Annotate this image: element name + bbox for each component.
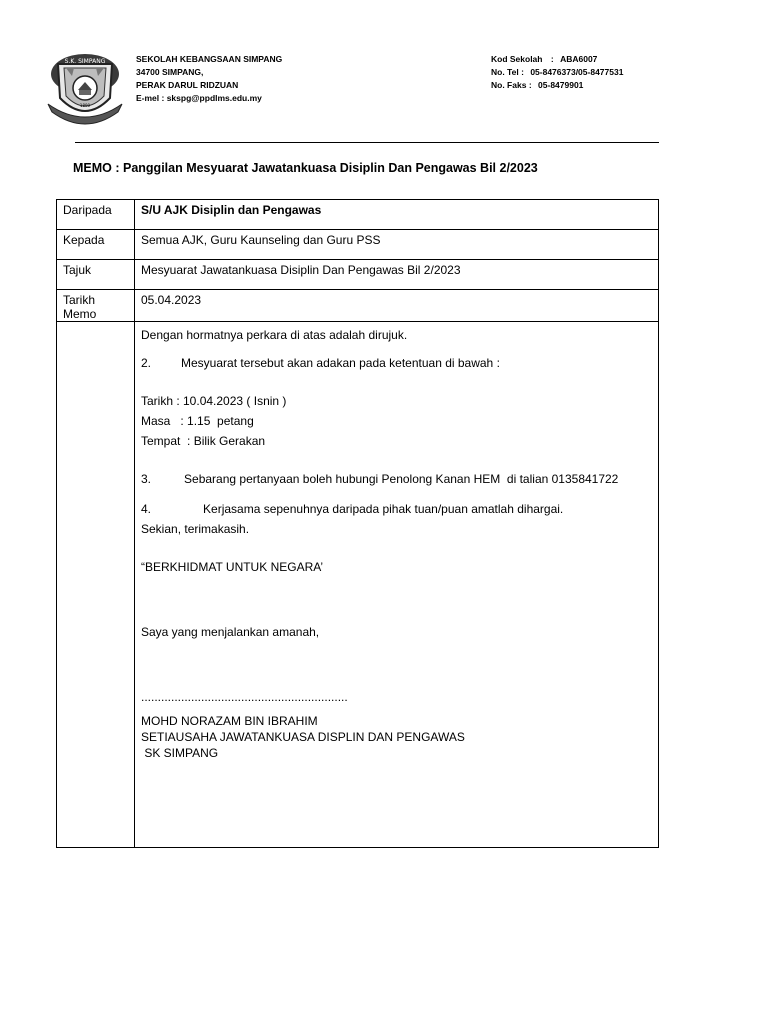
- contact-fax: No. Faks : 05-8479901: [491, 80, 584, 90]
- memo-row-tarikh: [57, 290, 659, 322]
- intro-text: Dengan hormatnya perkara di atas adalah dirujuk.: [141, 328, 408, 342]
- row-value: Mesyuarat Jawatankuasa Disiplin Dan Pengawas Bil 2/2023: [135, 260, 659, 290]
- school-name: SEKOLAH KEBANGSAAN SIMPANG: [136, 54, 283, 64]
- memo-row-daripada: [57, 200, 659, 230]
- svg-text:S.K. SIMPANG: S.K. SIMPANG: [64, 58, 106, 65]
- meeting-time: Masa : 1.15 petang: [141, 414, 254, 428]
- school-postcode: 34700 SIMPANG,: [136, 67, 204, 77]
- school-crest-logo: [44, 46, 126, 128]
- memo-table: [56, 199, 659, 848]
- paragraph-2: 2. Mesyuarat tersebut akan adakan pada ketentuan di bawah :: [141, 356, 500, 370]
- row-label: Kepada: [57, 230, 135, 260]
- row-label: Tajuk: [57, 260, 135, 290]
- row-value: Semua AJK, Guru Kaunseling dan Guru PSS: [135, 230, 659, 260]
- row-value: S/U AJK Disiplin dan Pengawas: [135, 200, 659, 230]
- school-address: [136, 53, 282, 105]
- signatory-school: SK SIMPANG: [141, 746, 219, 760]
- trust-text: Saya yang menjalankan amanah,: [141, 625, 320, 639]
- contact-phone: No. Tel : 05-8476373/05-8477531: [491, 67, 624, 77]
- paragraph-3: 3. Sebarang pertanyaan boleh hubungi Penolong Kanan HEM di talian 0135841722: [141, 472, 619, 486]
- memo-body: [135, 322, 659, 848]
- motto-text: “BERKHIDMAT UNTUK NEGARA’: [141, 560, 324, 574]
- body-label-cell: [57, 322, 135, 848]
- memo-body-row: [57, 322, 659, 848]
- memo-title: MEMO : Panggilan Mesyuarat Jawatankuasa Disiplin Dan Pengawas Bil 2/2023: [73, 161, 538, 175]
- memo-row-kepada: [57, 230, 659, 260]
- row-label: Tarikh Memo: [57, 290, 135, 322]
- contact-school-code: Kod Sekolah : ABA6007: [491, 54, 598, 64]
- school-email: E-mel : skspg@ppdlms.edu.my: [136, 93, 262, 103]
- svg-text:1890: 1890: [79, 103, 91, 108]
- header-divider: [75, 142, 659, 143]
- meeting-date: Tarikh : 10.04.2023 ( Isnin ): [141, 394, 287, 408]
- meeting-place: Tempat : Bilik Gerakan: [141, 434, 266, 448]
- closing-text: Sekian, terimakasih.: [141, 522, 250, 536]
- memo-row-tajuk: [57, 260, 659, 290]
- signature-line: ..............................................................: [141, 690, 348, 704]
- row-label: Daripada: [57, 200, 135, 230]
- row-value: 05.04.2023: [135, 290, 659, 322]
- school-state: PERAK DARUL RIDZUAN: [136, 80, 239, 90]
- signatory-position: SETIAUSAHA JAWATANKUASA DISPLIN DAN PENGAWAS: [141, 730, 465, 744]
- paragraph-4: 4. Kerjasama sepenuhnya daripada pihak tuan/puan amatlah dihargai.: [141, 502, 564, 516]
- signatory-name: MOHD NORAZAM BIN IBRAHIM: [141, 714, 318, 728]
- school-contact: [491, 53, 623, 92]
